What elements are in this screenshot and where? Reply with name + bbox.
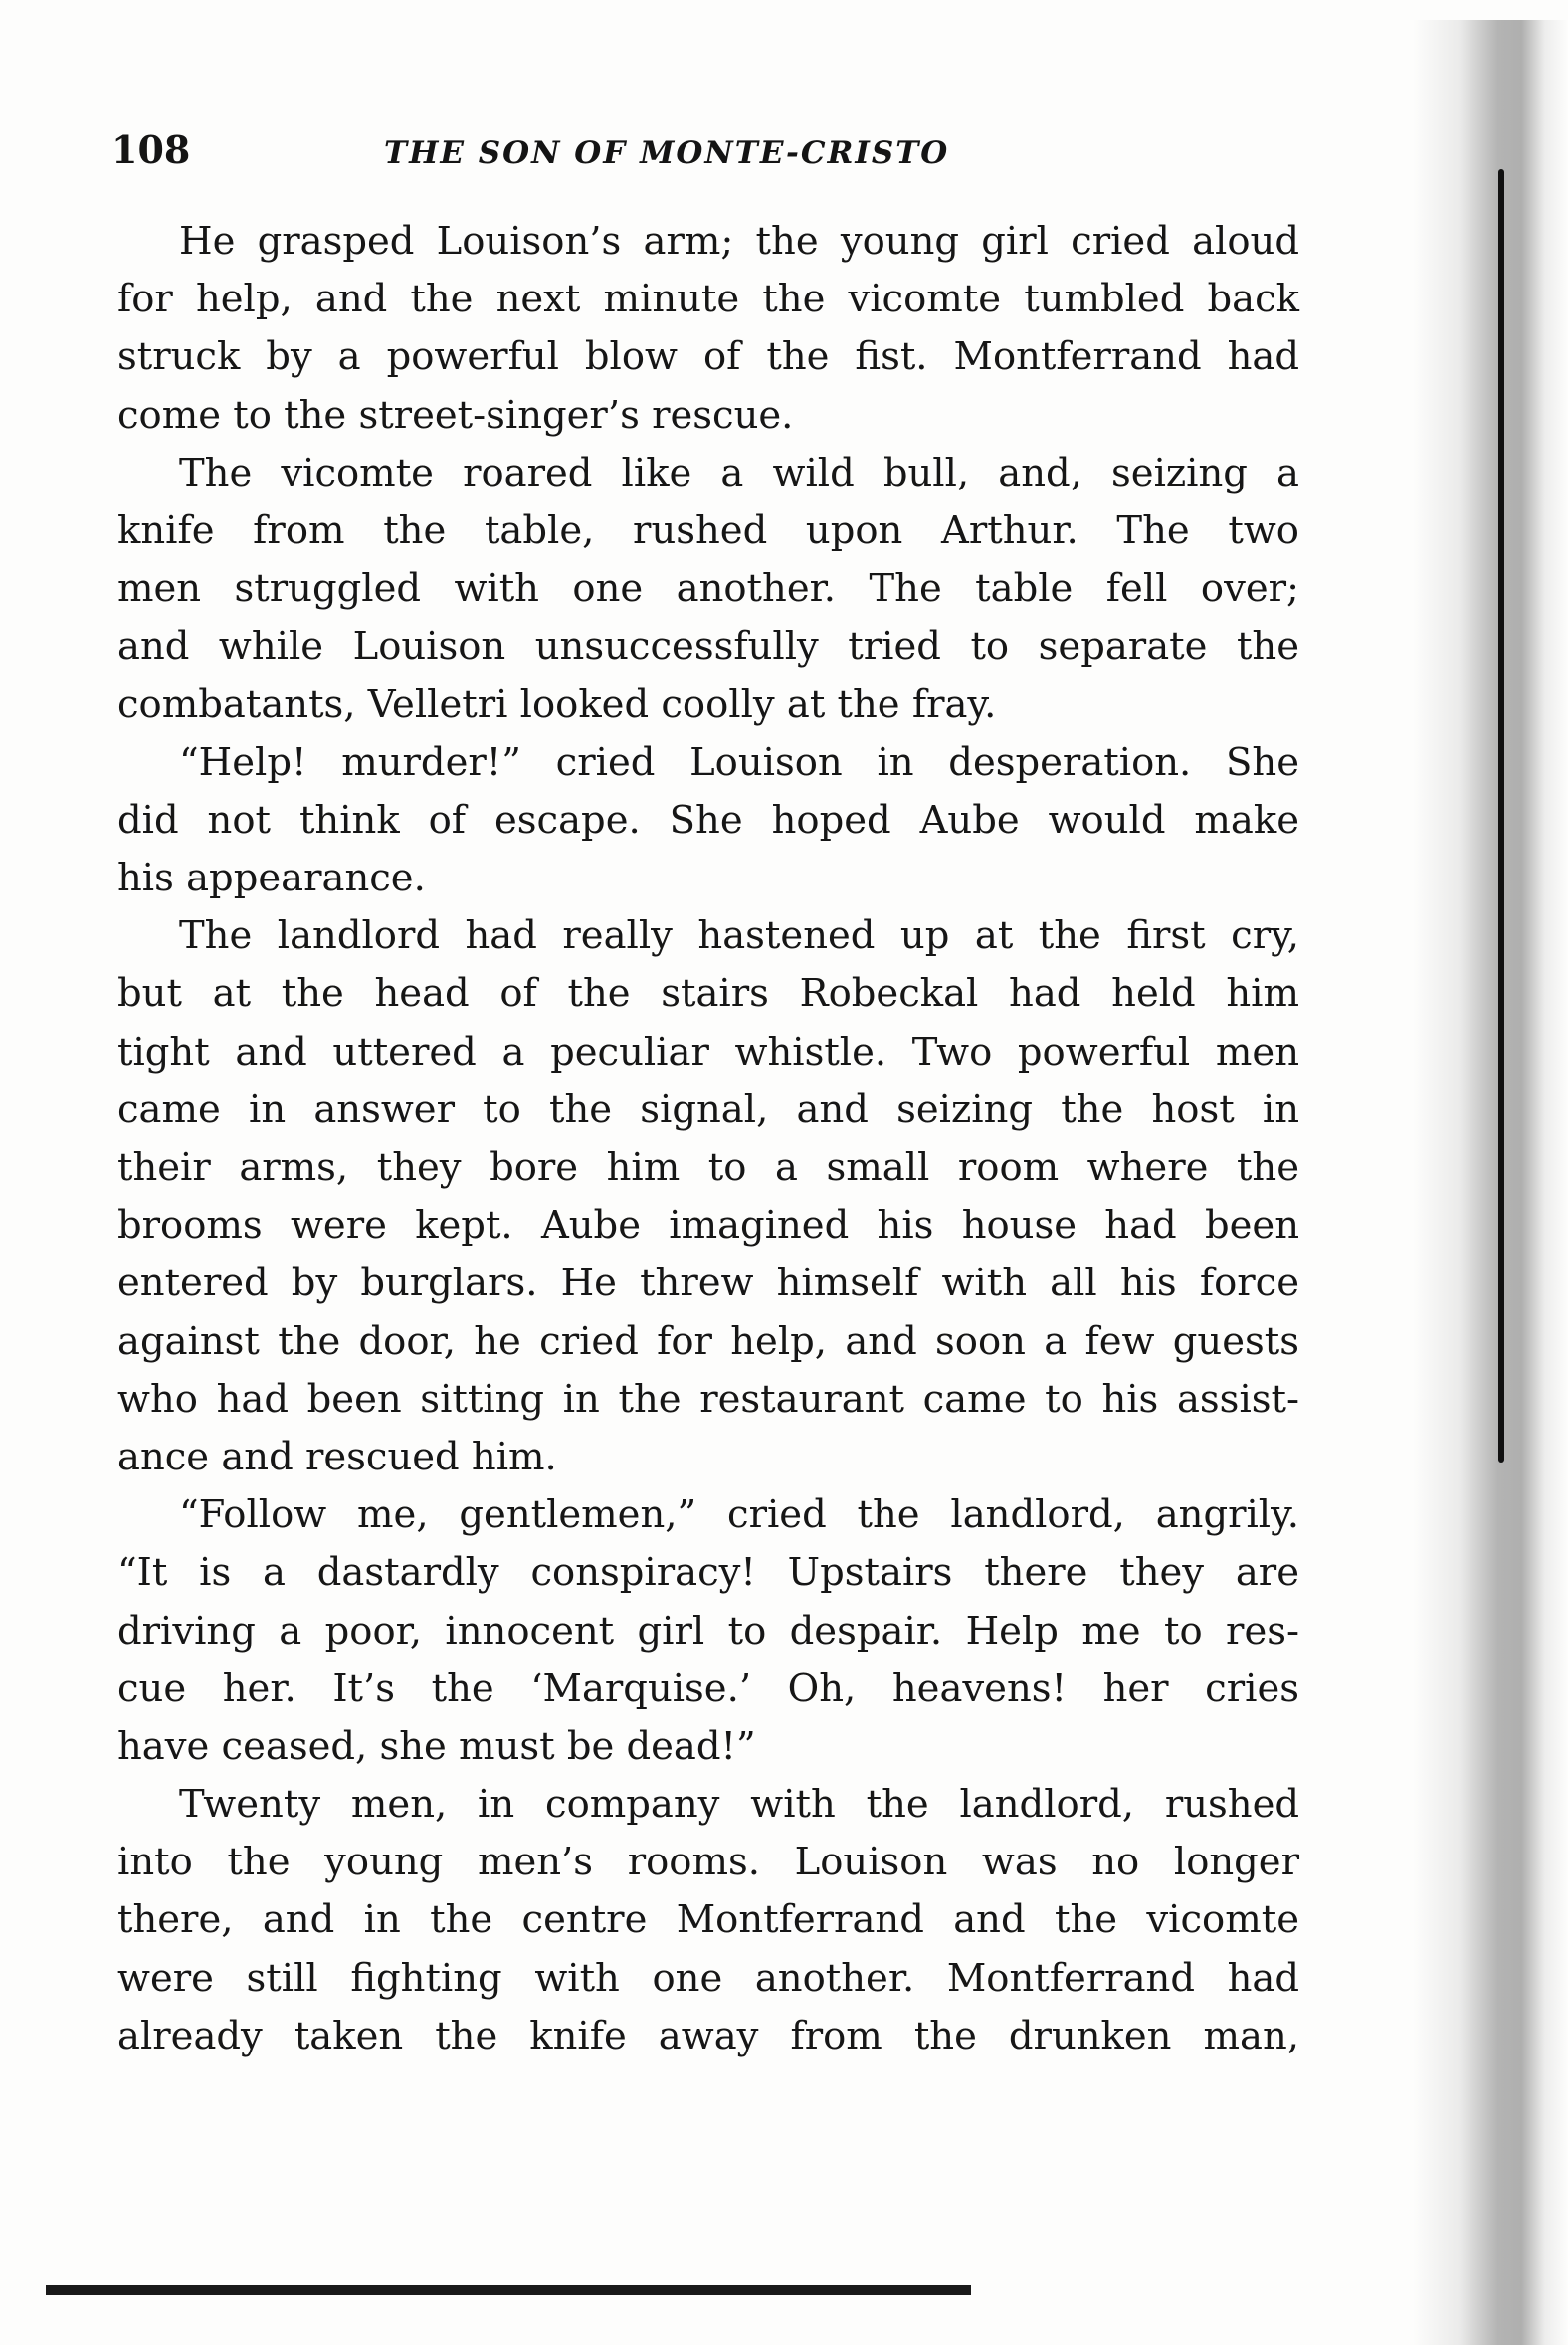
text-line: there, and in the centre Montferrand and the vicomte (117, 1897, 1299, 1943)
text-line: were still fighting with one another. Montferrand had (117, 1955, 1299, 2001)
text-line: but at the head of the stairs Robeckal had held him (117, 971, 1299, 1017)
text-line: have ceased, she must be dead!” (117, 1723, 756, 1769)
text-line: struck by a powerful blow of the fist. Montferrand had (117, 334, 1299, 380)
text-line: men struggled with one another. The table fell over; (117, 566, 1299, 612)
text-line: cue her. It’s the ‘Marquise.’ Oh, heavens! her cries (117, 1665, 1299, 1711)
text-line: against the door, he cried for help, and soon a few guests (117, 1318, 1299, 1364)
running-title: THE SON OF MONTE-CRISTO (384, 135, 950, 171)
text-line: their arms, they bore him to a small room where the (117, 1145, 1299, 1190)
text-line: his appearance. (117, 856, 426, 901)
bottom-rule (46, 2285, 971, 2295)
text-line: “Follow me, gentlemen,” cried the landlord, angrily. (179, 1492, 1299, 1538)
text-line: came in answer to the signal, and seizing the host in (117, 1086, 1299, 1132)
text-line: and while Louison unsuccessfully tried to separate the (117, 624, 1299, 670)
text-line: The vicomte roared like a wild bull, and, seizing a (179, 450, 1299, 495)
text-line: tight and uttered a peculiar whistle. Two powerful men (117, 1029, 1299, 1075)
text-line: did not think of escape. She hoped Aube would make (117, 797, 1299, 843)
text-line: brooms were kept. Aube imagined his house had been (117, 1203, 1299, 1249)
binding-edge (1498, 169, 1504, 1463)
text-line: Twenty men, in company with the landlord, rushed (179, 1782, 1299, 1828)
text-line: The landlord had really hastened up at the first cry, (179, 913, 1299, 959)
text-line: who had been sitting in the restaurant came to his assist- (117, 1376, 1299, 1422)
text-line: come to the street-singer’s rescue. (117, 392, 794, 438)
text-line: knife from the table, rushed upon Arthur. The two (117, 507, 1299, 553)
body-text (117, 213, 1299, 2065)
text-line: entered by burglars. He threw himself with all his force (117, 1261, 1299, 1306)
page-number: 108 (111, 127, 191, 172)
text-line: into the young men’s rooms. Louison was no longer (117, 1840, 1299, 1885)
text-line: already taken the knife away from the drunken man, (117, 2013, 1299, 2058)
text-line: combatants, Velletri looked coolly at the fray. (117, 682, 997, 727)
binding-shadow (1413, 20, 1568, 2345)
text-line: driving a poor, innocent girl to despair. Help me to res- (117, 1608, 1299, 1654)
text-line: He grasped Louison’s arm; the young girl cried aloud (179, 219, 1299, 264)
text-line: ance and rescued him. (117, 1434, 557, 1479)
text-line: for help, and the next minute the vicomte tumbled back (117, 277, 1299, 322)
page-header (111, 127, 1305, 187)
text-line: “It is a dastardly conspiracy! Upstairs there they are (117, 1550, 1299, 1596)
text-line: “Help! murder!” cried Louison in desperation. She (179, 739, 1299, 785)
